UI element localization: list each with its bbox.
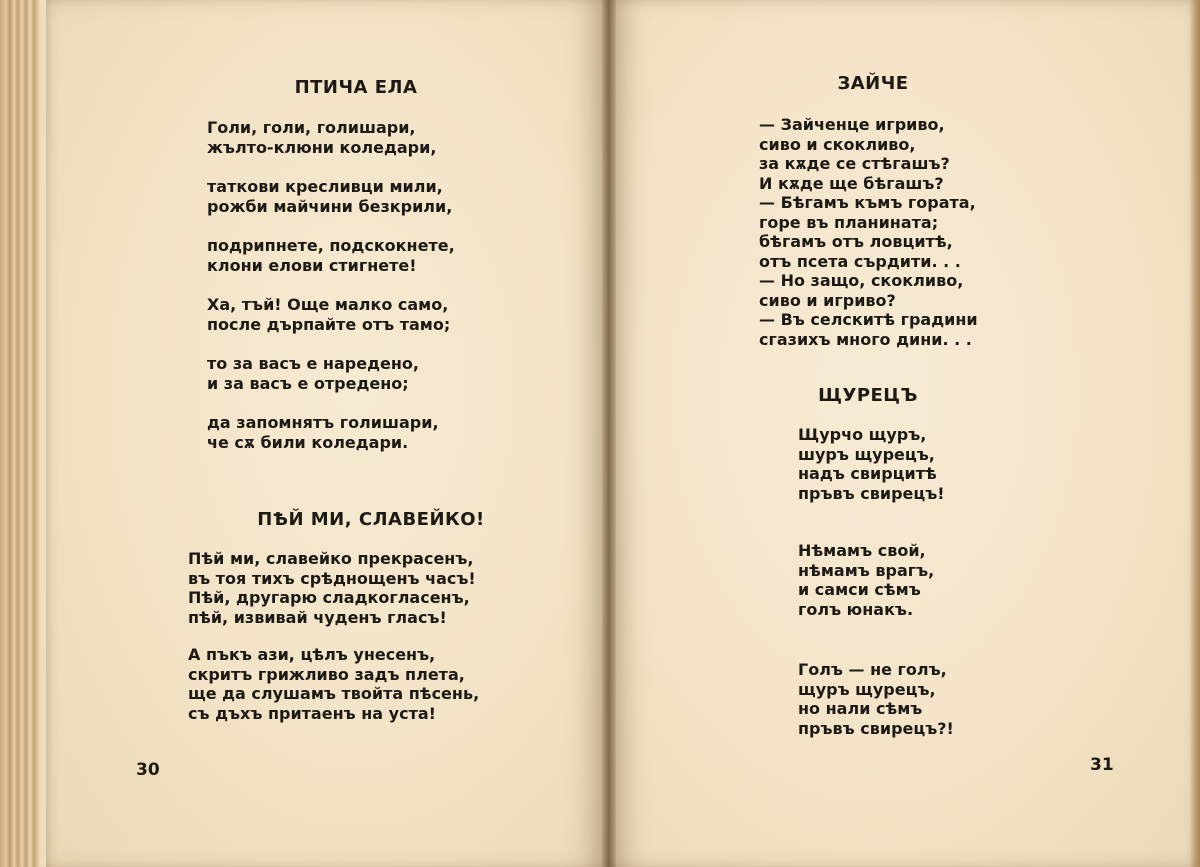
- verse-line: И кѫде ще бѣгашъ?: [759, 173, 944, 193]
- verse-line: Голи, голи, голишари,: [207, 118, 416, 137]
- verse-line: и самси сѣмъ: [798, 580, 921, 599]
- verse-line: то за васъ е наредено,: [207, 354, 419, 373]
- verse-line: щуръ щурецъ,: [798, 679, 936, 699]
- verse-line: за кѫде се стѣгашъ?: [759, 154, 950, 173]
- poem-title-pei-mi-slaveiko: ПѢЙ МИ, СЛАВЕЙКО!: [257, 509, 485, 530]
- verse-line: бѣгамъ отъ ловцитѣ,: [759, 232, 953, 251]
- stanza: [207, 236, 455, 275]
- verse-line: Голъ — не голъ,: [798, 660, 947, 679]
- stanza: [798, 660, 954, 738]
- poem-title-shturets: ЩУРЕЦЪ: [818, 385, 918, 406]
- verse-line: пѣй, извивай чуденъ гласъ!: [188, 607, 447, 627]
- verse-line: Пѣй, другарю сладкогласенъ,: [188, 588, 470, 607]
- verse-line: после дърпайте отъ тамо;: [207, 314, 451, 334]
- verse-line: да запомнятъ голишари,: [207, 413, 439, 432]
- stanza: [207, 354, 419, 393]
- verse-line: скритъ грижливо задъ плета,: [188, 664, 465, 684]
- verse-line: и за васъ е отредено;: [207, 373, 409, 393]
- verse-line: голъ юнакъ.: [798, 599, 914, 619]
- verse-line: сиво и скокливо,: [759, 134, 916, 154]
- stanza: [798, 541, 934, 619]
- verse-line: шуръ щурецъ,: [798, 444, 935, 464]
- stanza: [207, 118, 436, 157]
- stanza: [188, 645, 479, 723]
- stanza: [207, 295, 450, 334]
- verse-line: нѣмамъ врагъ,: [798, 560, 935, 580]
- verse-line: сиво и игриво?: [759, 290, 896, 310]
- stanza: [207, 177, 452, 216]
- page-number-left: 30: [136, 760, 160, 780]
- verse-line: отъ псета сърдити. . .: [759, 251, 961, 271]
- verse-line: жълто-клюни коледари,: [207, 137, 437, 157]
- verse-line: съ дъхъ притаенъ на уста!: [188, 703, 436, 723]
- verse-line: горе въ планината;: [759, 212, 939, 232]
- verse-line: надъ свирцитѣ: [798, 464, 937, 483]
- verse-line: Пѣй ми, славейко прекрасенъ,: [188, 549, 474, 568]
- verse-line: въ тоя тихъ срѣднощенъ часъ!: [188, 568, 476, 588]
- verse-line: Нѣмамъ свой,: [798, 541, 926, 560]
- book-gutter: [602, 0, 616, 867]
- verse-line: ще да слушамъ твойта пѣсень,: [188, 684, 480, 703]
- verse-line: таткови кресливци мили,: [207, 177, 443, 196]
- verse-line: рожби майчини безкрили,: [207, 196, 453, 216]
- page-edge: [1190, 0, 1200, 867]
- verse-line: — Зайченце игриво,: [759, 115, 945, 134]
- stanza: [188, 549, 476, 627]
- stanza: [798, 425, 945, 503]
- verse-line: пръвъ свирецъ?!: [798, 718, 954, 738]
- verse-line: — Въ селскитѣ градини: [759, 310, 978, 329]
- verse-line: А пъкъ ази, цѣлъ унесенъ,: [188, 645, 436, 664]
- verse-line: — Бѣгамъ къмъ гората,: [759, 193, 976, 212]
- verse-line: подрипнете, подскокнете,: [207, 236, 455, 255]
- verse-line: но нали сѣмъ: [798, 699, 923, 718]
- stanza: [207, 413, 439, 452]
- poem-title-ptichа-ela: ПТИЧА ЕЛА: [294, 77, 418, 98]
- stanza: [759, 115, 978, 349]
- verse-line: че сѫ били коледари.: [207, 432, 409, 452]
- verse-line: пръвъ свирецъ!: [798, 483, 945, 503]
- verse-line: Ха, тъй! Още малко само,: [207, 295, 449, 314]
- verse-line: — Но защо, скокливо,: [759, 271, 964, 290]
- verse-line: сгазихъ много дини. . .: [759, 329, 972, 349]
- page-number-right: 31: [1090, 755, 1114, 775]
- verse-line: Щурчо щуръ,: [798, 425, 927, 444]
- poem-title-zaiche: ЗАЙЧЕ: [837, 73, 909, 94]
- verse-line: клони елови стигнете!: [207, 255, 417, 275]
